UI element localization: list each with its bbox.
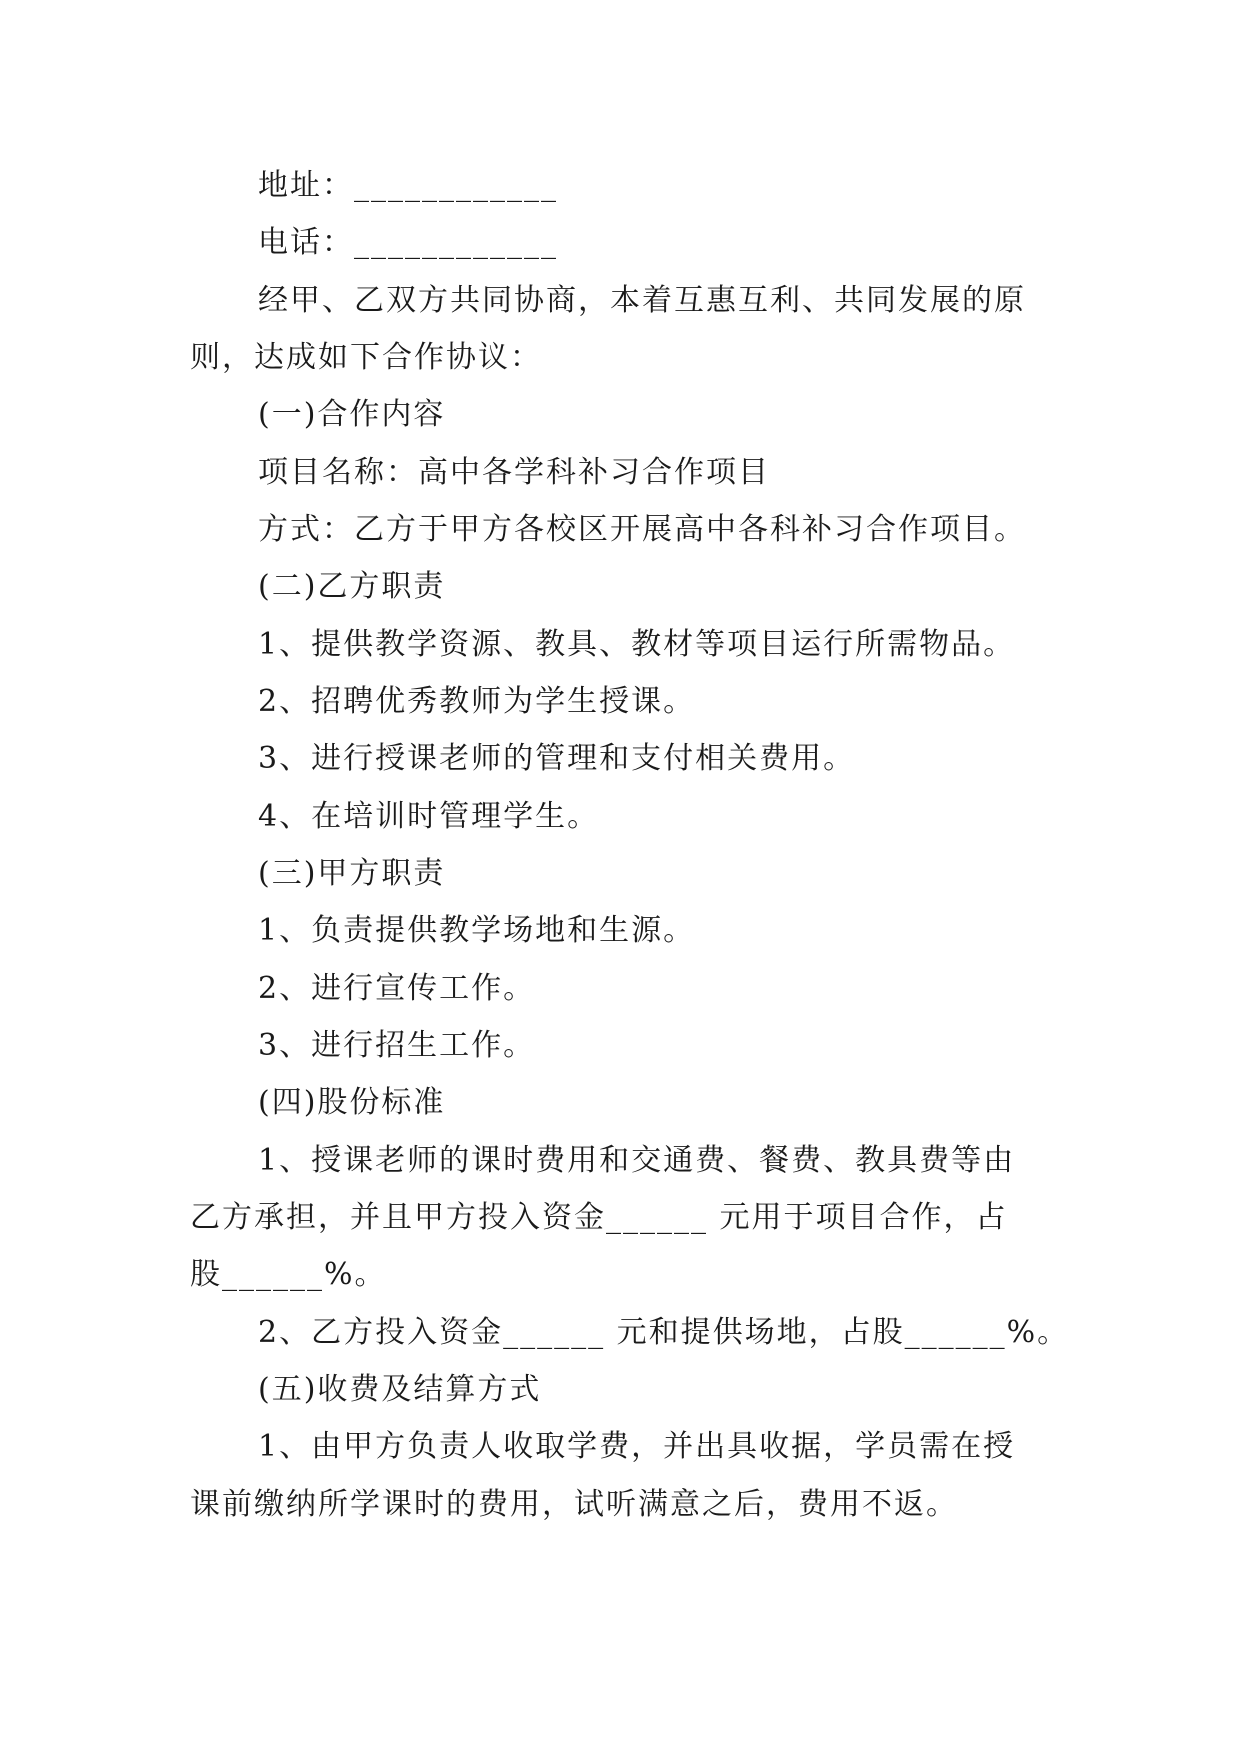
party-a-duty-1: 1、负责提供教学场地和生源。 <box>258 913 696 948</box>
section-heading-4: (四)股份标准 <box>258 1085 446 1120</box>
share-clause-1-line-2: 乙方承担，并且甲方投入资金______ 元用于项目合作，占 <box>190 1200 1008 1235</box>
party-b-duty-3: 3、进行授课老师的管理和支付相关费用。 <box>258 741 856 776</box>
project-name-line: 项目名称：高中各学科补习合作项目 <box>258 455 770 490</box>
intro-paragraph-line-2: 则，达成如下合作协议： <box>190 340 542 375</box>
address-line: 地址：____________ <box>258 168 558 203</box>
section-heading-2: (二)乙方职责 <box>258 569 446 604</box>
fee-clause-1-line-1: 1、由甲方负责人收取学费，并出具收据，学员需在授 <box>258 1429 1016 1464</box>
phone-line: 电话：____________ <box>258 225 558 260</box>
party-a-duty-2: 2、进行宣传工作。 <box>258 971 536 1006</box>
method-line: 方式：乙方于甲方各校区开展高中各科补习合作项目。 <box>258 512 1026 547</box>
share-clause-1-line-3: 股______%。 <box>190 1257 387 1292</box>
section-heading-5: (五)收费及结算方式 <box>258 1372 542 1407</box>
party-b-duty-1: 1、提供教学资源、教具、教材等项目运行所需物品。 <box>258 627 1016 662</box>
party-a-duty-3: 3、进行招生工作。 <box>258 1028 536 1063</box>
section-heading-1: (一)合作内容 <box>258 397 446 432</box>
intro-paragraph-line-1: 经甲、乙双方共同协商，本着互惠互利、共同发展的原 <box>258 283 1026 318</box>
fee-clause-1-line-2: 课前缴纳所学课时的费用，试听满意之后，费用不返。 <box>190 1487 958 1522</box>
party-b-duty-2: 2、招聘优秀教师为学生授课。 <box>258 684 696 719</box>
party-b-duty-4: 4、在培训时管理学生。 <box>258 799 600 834</box>
share-clause-1-line-1: 1、授课老师的课时费用和交通费、餐费、教具费等由 <box>258 1143 1016 1178</box>
section-heading-3: (三)甲方职责 <box>258 856 446 891</box>
share-clause-2: 2、乙方投入资金______ 元和提供场地，占股______%。 <box>258 1315 1070 1350</box>
